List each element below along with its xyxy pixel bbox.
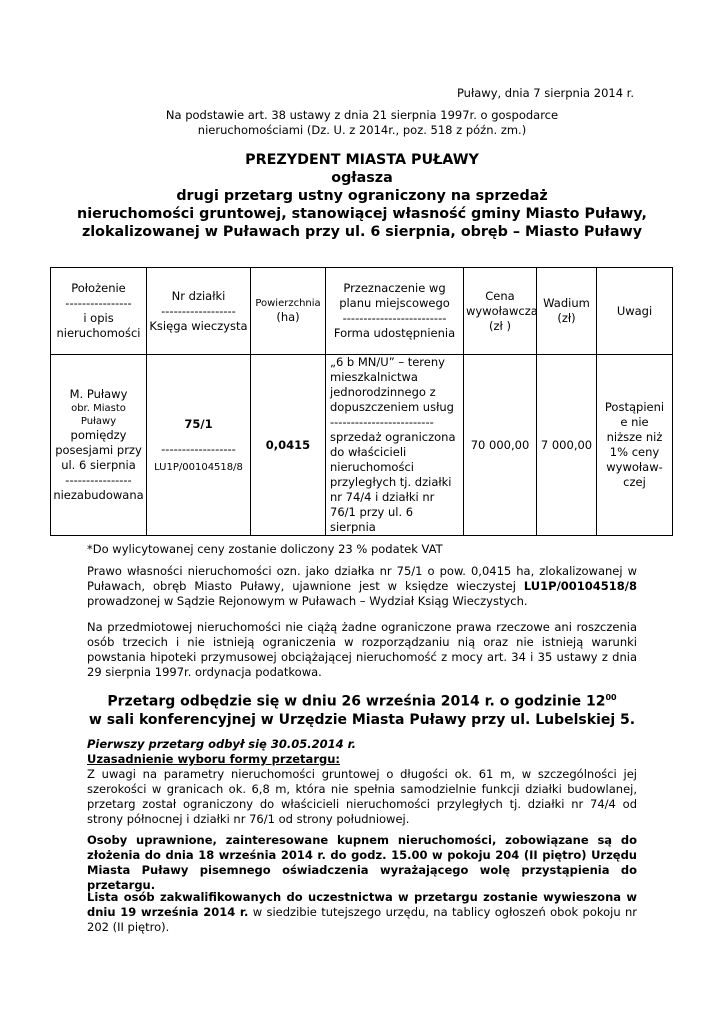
- cell-location: M. Puławy obr. Miasto Puławy pomiędzy posesjami przy ul. 6 sierpnia ---------------- niezabudowana: [51, 355, 147, 536]
- heading-subject-2: nieruchomości gruntowej, stanowiącej własność gminy Miasto Puławy,: [77, 206, 647, 222]
- applications-paragraph: Osoby uprawnione, zainteresowane kupnem nieruchomości, zobowiązane są do złożenia do dnia 18 września 2014 r. do godz. 15.00 w pokoju 204 (II piętro) Urzędu Miasta Puławy pisemnego oświadczenia wyrażającego wolę przystąpienia do przetargu.: [87, 833, 637, 892]
- cell-price: 70 000,00: [464, 355, 537, 536]
- encumbrance-paragraph: Na przedmiotowej nieruchomości nie ciążą żadne ograniczone prawa rzeczowe ani roszczenia osób trzecich i nie istnieją ograniczenia w rozporządzaniu nią oraz nie istnieją warunki powstania hipoteki przymusowej obciążającej nieruchomość z mocy art. 34 i 35 ustawy z dnia 29 sierpnia 1997r. ordynacja podatkowa.: [87, 620, 637, 679]
- header-notes: Uwagi: [597, 268, 673, 355]
- legal-basis: [100, 108, 624, 138]
- document-date: Puławy, dnia 7 sierpnia 2014 r.: [456, 86, 634, 100]
- header-deposit: Wadium (zł): [537, 268, 597, 355]
- qualified-list-paragraph: Lista osób zakwalifikowanych do uczestnictwa w przetargu zostanie wywieszona w dniu 19 września 2014 r. w siedzibie tutejszego urzędu, na tablicy ogłoszeń obok pokoju nr 202 (II piętro).: [87, 890, 638, 934]
- header-parcel: Nr działki ------------------ Księga wieczysta: [147, 268, 251, 355]
- header-price: Cena wywoławcza (zł ): [464, 268, 537, 355]
- announcement-heading: [60, 151, 664, 241]
- first-auction-note: Pierwszy przetarg odbył się 30.05.2014 r.: [87, 737, 356, 751]
- land-register-number: LU1P/00104518/8: [523, 579, 637, 593]
- property-table: [50, 267, 673, 536]
- cell-notes: Postąpieni e nie niższe niż 1% ceny wywoław- czej: [597, 355, 673, 536]
- heading-authority: PREZYDENT MIASTA PUŁAWY: [245, 152, 479, 168]
- vat-note: *Do wylicytowanej ceny zostanie doliczony 23 % podatek VAT: [87, 542, 443, 556]
- auction-announcement: Przetarg odbędzie się w dniu 26 września 2014 r. o godzinie $12^{00}$ w sali konferencyjnej w Urzędzie Miasta Puławy przy ul. Lubelskiej 5.: [88, 693, 636, 728]
- table-header-row: [51, 268, 673, 355]
- table-row: [51, 355, 673, 536]
- cell-purpose: „6 b MN/U” – tereny mieszkalnictwa jednorodzinnego z dopuszczeniem usług ------------------------- sprzedaż ograniczona do właścicieli nieruchomości przyległych tj. działki nr 74/4 i działki nr 76/1 przy ul. 6 sierpnia: [326, 355, 464, 536]
- header-purpose: Przeznaczenie wg planu miejscowego ------------------------- Forma udostępnienia: [326, 268, 464, 355]
- header-location: Położenie ---------------- i opis nieruchomości: [51, 268, 147, 355]
- legal-basis-line-1: Na podstawie art. 38 ustawy z dnia 21 sierpnia 1997r. o gospodarce: [165, 108, 559, 122]
- justification-text: Z uwagi na parametry nieruchomości gruntowej o długości ok. 61 m, w szczególności jej szerokości w granicach ok. 6,8 m, która nie spełnia samodzielnie funkcji działki budowlanej, przetarg został ograniczony do właścicieli nieruchomości przyległych tj. działki nr 74/4 od strony północnej i działki nr 76/1 od strony południowej.: [87, 767, 637, 826]
- justification-title: Uzasadnienie wyboru formy przetargu:: [87, 752, 341, 766]
- legal-basis-line-2: nieruchomościami (Dz. U. z 2014r., poz. 518 z późn. zm.): [197, 123, 527, 137]
- cell-deposit: 7 000,00: [537, 355, 597, 536]
- heading-subject-3: zlokalizowanej w Puławach przy ul. 6 sierpnia, obręb – Miasto Puławy: [81, 224, 643, 240]
- justification-section: [87, 737, 637, 827]
- cell-parcel: 75/1 ------------------ LU1P/00104518/8: [147, 355, 251, 536]
- heading-subject-1: drugi przetarg ustny ograniczony na sprzedaż: [176, 188, 548, 204]
- ownership-paragraph: Prawo własności nieruchomości ozn. jako działka nr 75/1 o pow. 0,0415 ha, zlokalizowanej w Puławach, obręb Miasto Puławy, ujawnione jest w księdze wieczystej LU1P/00104518/8 prowadzonej w Sądzie Rejonowym w Puławach – Wydział Ksiąg Wieczystych.: [87, 564, 637, 608]
- header-area: Powierzchnia (ha): [251, 268, 326, 355]
- heading-verb: ogłasza: [331, 170, 393, 186]
- cell-area: 0,0415: [251, 355, 326, 536]
